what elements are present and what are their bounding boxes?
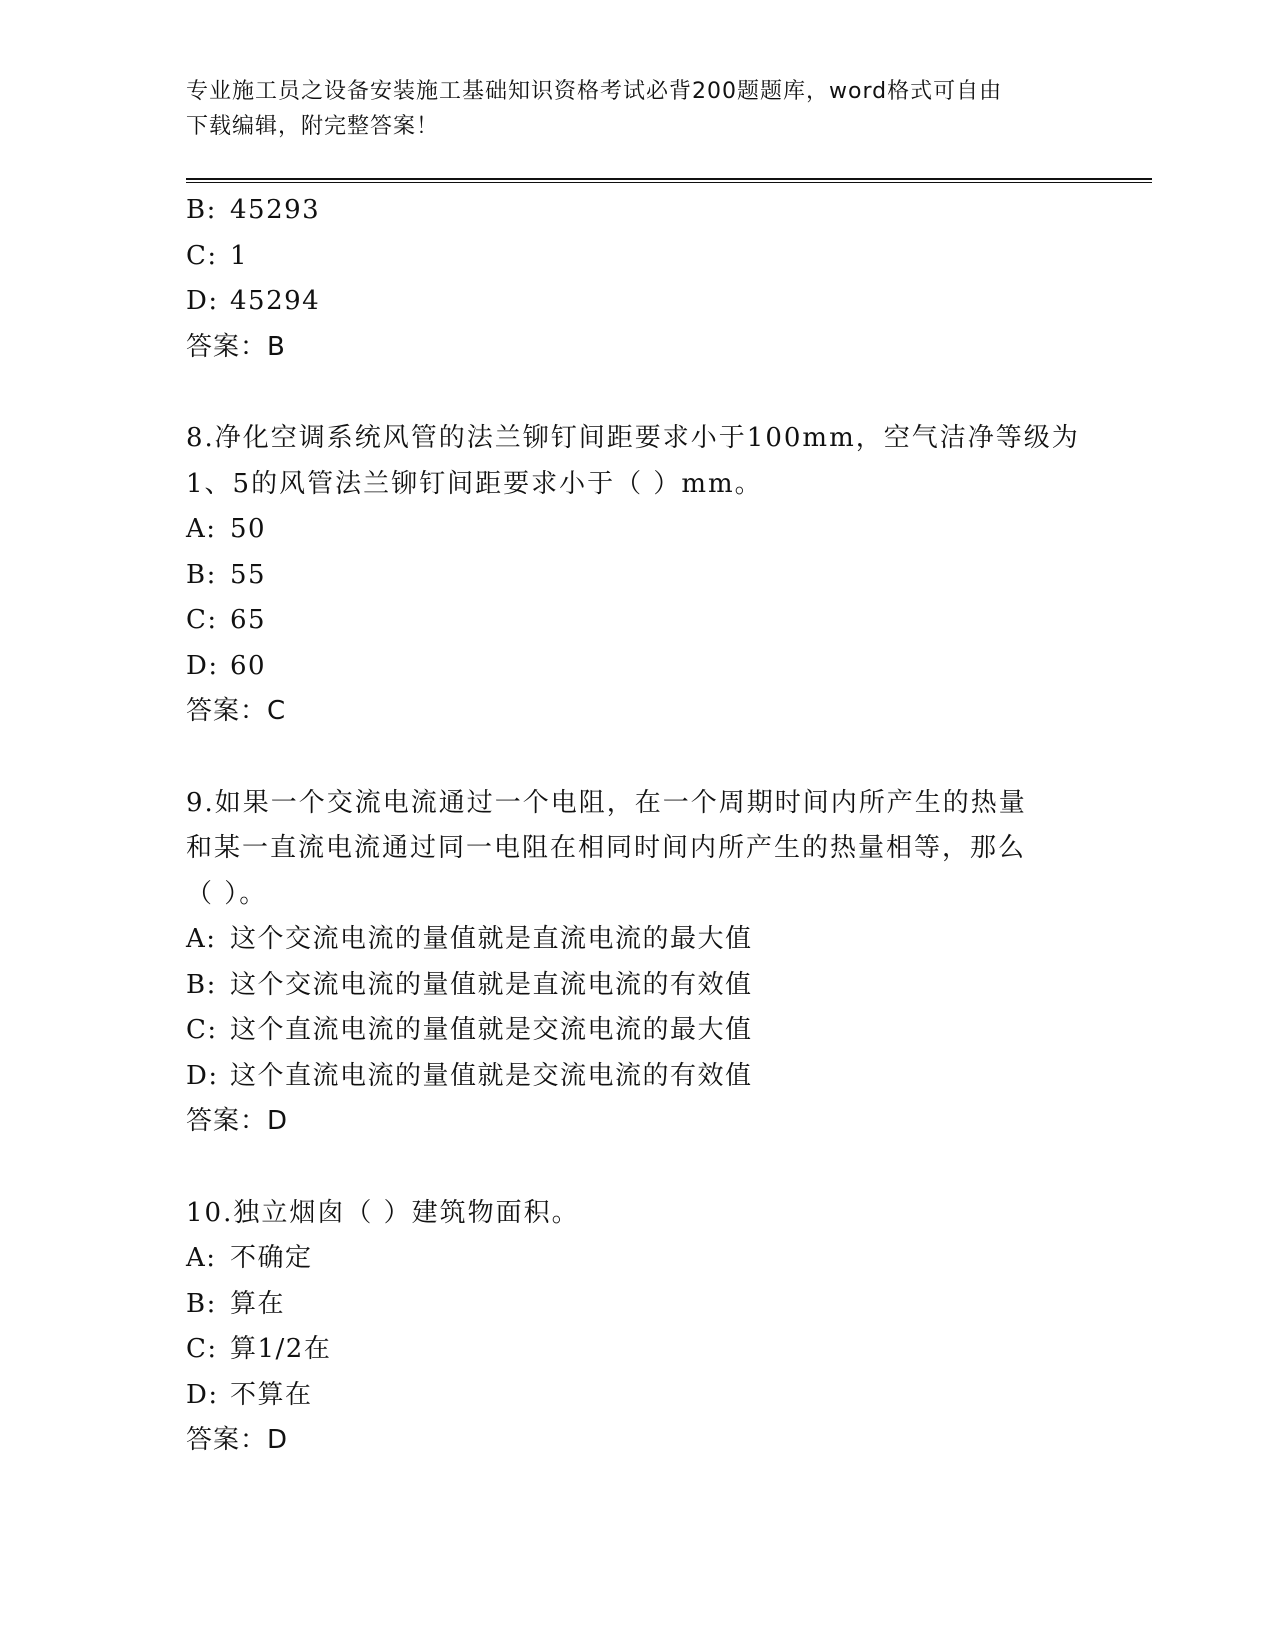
option-letter: C: <box>186 1015 218 1045</box>
answer-line: 答案：D <box>186 1106 289 1136</box>
question-10 <box>186 1191 1152 1464</box>
option-text: 45294 <box>230 286 321 316</box>
page-header <box>186 74 1066 144</box>
option-b <box>186 1282 1152 1328</box>
answer-line: 答案：C <box>186 696 287 726</box>
question-text-line: 9.如果一个交流电流通过一个电阻，在一个周期时间内所产生的热量 <box>186 787 1027 818</box>
question-text-line: 和某一直流电流通过同一电阻在相同时间内所产生的热量相等，那么 <box>186 833 1027 863</box>
option-text: 算1/2在 <box>230 1334 332 1364</box>
option-c <box>186 1327 1152 1373</box>
option-text: 1 <box>230 240 249 271</box>
question-list <box>186 188 1152 1464</box>
answer-line: 答案：D <box>186 1425 289 1455</box>
option-text: 65 <box>230 605 267 635</box>
option-b <box>186 188 1152 234</box>
question-text-line: 8.净化空调系统风管的法兰铆钉间距要求小于100mm，空气洁净等级为 <box>186 423 1080 453</box>
question-9 <box>186 781 1152 1145</box>
option-letter: C: <box>186 240 218 271</box>
option-text: 55 <box>230 559 267 590</box>
option-text: 不确定 <box>230 1243 313 1273</box>
option-c <box>186 1008 1152 1054</box>
option-letter: D: <box>186 1379 219 1410</box>
option-text: 这个直流电流的量值就是交流电流的有效值 <box>230 1060 753 1091</box>
option-text: 不算在 <box>230 1379 313 1410</box>
option-letter: D: <box>186 286 219 316</box>
option-letter: C: <box>186 1334 218 1364</box>
option-letter: B: <box>186 1288 217 1319</box>
option-letter: B: <box>186 969 217 1000</box>
option-letter: A: <box>186 1243 217 1273</box>
option-b <box>186 963 1152 1009</box>
header-title-line-2: 下载编辑，附完整答案！ <box>186 114 440 139</box>
option-d <box>186 1373 1152 1419</box>
answer-line: 答案：B <box>186 331 286 362</box>
option-text: 50 <box>230 514 267 544</box>
option-a <box>186 917 1152 963</box>
option-d <box>186 279 1152 325</box>
option-text: 算在 <box>230 1288 286 1319</box>
option-letter: B: <box>186 195 217 225</box>
option-a <box>186 1236 1152 1282</box>
question-text-line: （ ）。 <box>186 878 268 909</box>
option-a <box>186 507 1152 553</box>
option-letter: A: <box>186 924 217 954</box>
option-text: 这个交流电流的量值就是直流电流的有效值 <box>230 969 753 1000</box>
option-text: 这个交流电流的量值就是直流电流的最大值 <box>230 924 753 954</box>
header-title-line-1: 专业施工员之设备安装施工基础知识资格考试必背200题题库，word格式可自由 <box>186 79 1003 104</box>
option-text: 45293 <box>230 195 321 225</box>
option-letter: C: <box>186 605 218 635</box>
option-letter: B: <box>186 559 217 590</box>
question-text-line: 1、5的风管法兰铆钉间距要求小于（ ）mm。 <box>186 468 763 499</box>
option-letter: A: <box>186 514 217 544</box>
option-d <box>186 1054 1152 1100</box>
question-7-continuation <box>186 188 1152 370</box>
option-c <box>186 598 1152 644</box>
option-b <box>186 553 1152 599</box>
header-divider <box>186 178 1152 183</box>
question-text-line: 10.独立烟囱（ ）建筑物面积。 <box>186 1197 580 1228</box>
option-text: 60 <box>230 650 267 681</box>
option-c <box>186 234 1152 280</box>
question-8 <box>186 416 1152 735</box>
option-letter: D: <box>186 650 219 681</box>
option-text: 这个直流电流的量值就是交流电流的最大值 <box>230 1015 753 1045</box>
option-d <box>186 644 1152 690</box>
option-letter: D: <box>186 1060 219 1091</box>
